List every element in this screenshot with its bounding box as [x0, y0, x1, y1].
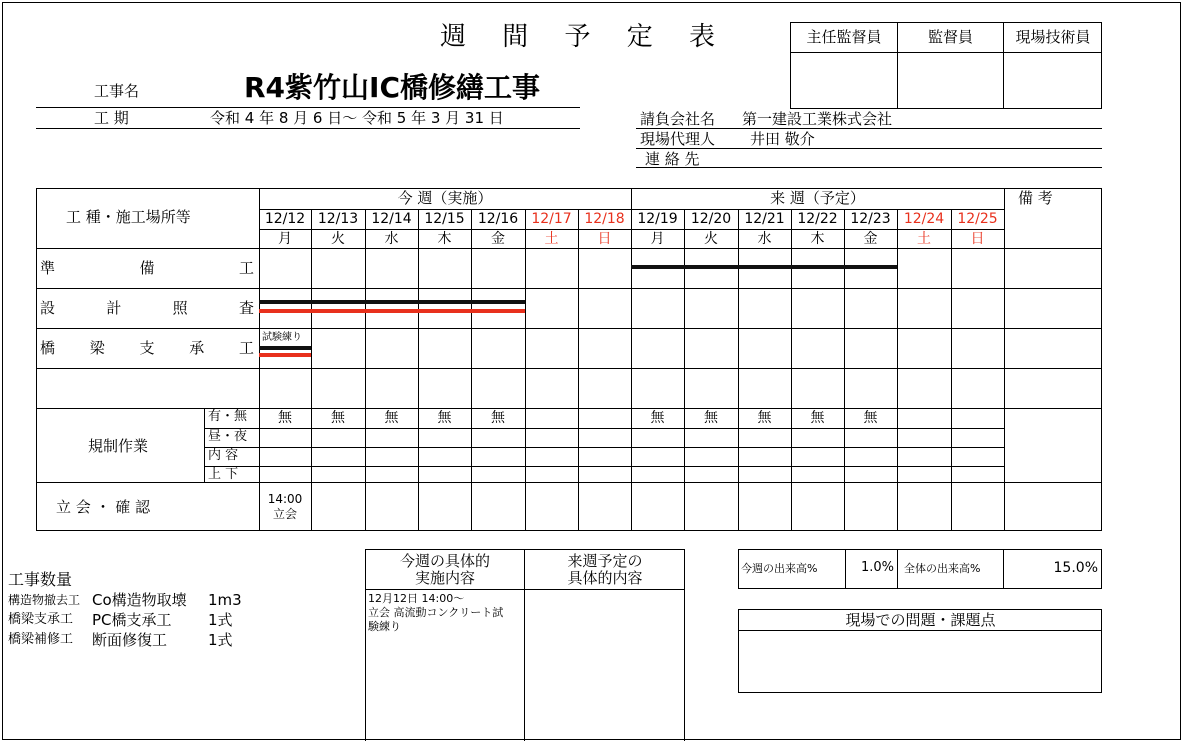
- grid-line: [204, 408, 205, 482]
- meeting-time: 14:00: [267, 492, 303, 506]
- weekday-cell: 金: [491, 231, 505, 247]
- this-week-header: 今 週（実施）: [397, 189, 493, 207]
- row-label-char: 照: [172, 299, 188, 317]
- agent-label: 現場代理人: [640, 130, 716, 148]
- restriction-value-cell: 無: [384, 410, 399, 426]
- restriction-label: 規制作業: [88, 437, 149, 455]
- date-cell: 12/20: [690, 211, 732, 227]
- restriction-value-cell: 無: [863, 410, 878, 426]
- remarks-header: 備 考: [1018, 189, 1053, 207]
- date-cell: 12/22: [797, 211, 838, 227]
- period-value: 令和 4 年 8 月 6 日～ 令和 5 年 3 月 31 日: [210, 109, 504, 127]
- overall-progress-value: 15.0%: [1053, 560, 1098, 576]
- quantity-title: 工事数量: [8, 570, 73, 589]
- date-cell: 12/21: [744, 211, 785, 227]
- restriction-sub-direction: 上 下: [208, 467, 239, 482]
- weekday-cell: 日: [970, 231, 985, 247]
- project-name: R4紫竹山IC橋修繕工事: [244, 71, 541, 104]
- qty-item-1: Co構造物取壊: [92, 591, 187, 609]
- date-cell: 12/16: [477, 211, 519, 227]
- contractor-label: 請負会社名: [640, 110, 716, 128]
- restriction-value-cell: 無: [331, 410, 345, 426]
- qty-value-1: 1m3: [208, 591, 242, 609]
- design-actual-bar: [259, 300, 525, 304]
- weekday-cell: 木: [810, 231, 825, 247]
- qty-value-3: 1式: [208, 631, 233, 649]
- row-label-char: 工: [238, 259, 254, 277]
- this-week-detail-line-3: 験練り: [368, 620, 401, 633]
- row-label-char: 査: [238, 299, 254, 317]
- qty-category-2: 橋梁支承工: [8, 612, 74, 627]
- next-week-detail-header-2: 具体的内容: [567, 569, 643, 587]
- project-label: 工事名: [94, 82, 140, 100]
- row-label-char: 設: [40, 299, 56, 317]
- page-title: 週 間 予 定 表: [440, 22, 730, 52]
- date-cell: 12/24: [903, 211, 945, 227]
- weekday-cell: 水: [757, 231, 772, 247]
- overall-progress-label: 全体の出来高%: [904, 562, 981, 575]
- weekday-cell: 金: [863, 231, 878, 247]
- date-cell: 12/13: [317, 211, 359, 227]
- grid-line: [204, 466, 1004, 467]
- restriction-sub-yes-no: 有・無: [208, 409, 248, 424]
- weekday-cell: 日: [597, 231, 612, 247]
- agent-name: 井田 敬介: [750, 130, 815, 148]
- weekday-cell: 水: [384, 231, 399, 247]
- restriction-value-cell: 無: [278, 410, 292, 426]
- weekday-cell: 火: [704, 231, 718, 247]
- grid-line: [1004, 188, 1005, 531]
- design-plan-bar: [259, 309, 525, 313]
- row-label-char: 備: [139, 259, 155, 277]
- this-week-detail-header-2: 実施内容: [414, 569, 475, 587]
- issues-label: 現場での問題・課題点: [845, 611, 996, 629]
- row-label-design-check: [40, 299, 254, 317]
- grid-line: [36, 288, 1102, 289]
- weekday-cell: 木: [437, 231, 452, 247]
- restriction-value-cell: 無: [650, 410, 665, 426]
- weekday-cell: 火: [331, 231, 345, 247]
- weekday-cell: 土: [917, 231, 931, 247]
- qty-item-2: PC橋支承工: [92, 611, 172, 629]
- test-mix-note: 試験練り: [262, 332, 302, 343]
- this-week-progress-label: 今週の出来高%: [741, 562, 818, 575]
- restriction-value-cell: 無: [810, 410, 825, 426]
- date-cell: 12/23: [850, 211, 891, 227]
- grid-line: [204, 447, 1004, 448]
- meeting-label: 立 会 ・ 確 認: [56, 498, 151, 516]
- restriction-sub-content: 内 容: [208, 448, 239, 463]
- row-label-char: 準: [40, 259, 56, 277]
- row-label-char: 梁: [89, 339, 105, 357]
- grid-line: [36, 482, 1102, 483]
- bearing-plan-bar: [259, 353, 311, 357]
- date-cell: 12/14: [371, 211, 412, 227]
- date-cell: 12/12: [264, 211, 306, 227]
- contractor-name: 第一建設工業株式会社: [742, 110, 893, 128]
- restriction-value-cell: 無: [704, 410, 718, 426]
- weekday-cell: 土: [544, 231, 559, 247]
- row-label-char: 支: [139, 339, 155, 357]
- row-label-bearing-work: [40, 339, 254, 357]
- grid-line: [36, 368, 1102, 369]
- restriction-value-cell: 無: [491, 410, 505, 426]
- qty-category-3: 橋梁補修工: [8, 632, 74, 647]
- bearing-actual-bar: [259, 346, 311, 350]
- restriction-value-cell: 無: [757, 410, 772, 426]
- this-week-detail-line-2: 立会 高流動コンクリート試: [368, 606, 504, 619]
- grid-line: [204, 428, 1004, 429]
- period-label: 工 期: [94, 109, 129, 127]
- this-week-detail-header-1: 今週の具体的: [399, 552, 490, 570]
- meeting-text: 立会: [272, 507, 297, 521]
- row-label-char: 計: [106, 299, 122, 317]
- qty-item-3: 断面修復工: [92, 631, 168, 649]
- chief-supervisor-label: 主任監督員: [806, 28, 882, 46]
- contact-label: 連 絡 先: [645, 150, 700, 168]
- qty-value-2: 1式: [208, 611, 233, 629]
- qty-category-1: 構造物撤去工: [8, 593, 81, 607]
- next-week-detail-header-1: 来週予定の: [567, 552, 643, 570]
- date-cell: 12/19: [637, 211, 678, 227]
- date-cell: 12/15: [424, 211, 465, 227]
- category-header: 工 種・施工場所等: [66, 208, 191, 226]
- site-engineer-label: 現場技術員: [1015, 28, 1091, 46]
- date-cell: 12/17: [531, 211, 572, 227]
- row-label-char: 工: [238, 339, 254, 357]
- row-label-char: 橋: [40, 339, 56, 357]
- grid-line: [36, 328, 1102, 329]
- this-week-detail-line-1: 12月12日 14:00～: [368, 592, 465, 605]
- restriction-value-cell: 無: [437, 410, 452, 426]
- restriction-sub-day-night: 昼・夜: [208, 429, 248, 444]
- row-label-preparation: [40, 259, 254, 277]
- supervisor-label: 監督員: [927, 28, 973, 46]
- grid-line: [36, 248, 1102, 249]
- prep-plan-bar: [631, 265, 897, 269]
- date-cell: 12/18: [584, 211, 625, 227]
- grid-line: [36, 408, 1102, 409]
- date-cell: 12/25: [957, 211, 998, 227]
- next-week-header: 来 週（予定）: [770, 189, 865, 207]
- weekday-cell: 月: [650, 231, 665, 247]
- row-label-char: 承: [189, 339, 205, 357]
- weekday-cell: 月: [278, 231, 292, 247]
- this-week-progress-value: 1.0%: [860, 560, 894, 575]
